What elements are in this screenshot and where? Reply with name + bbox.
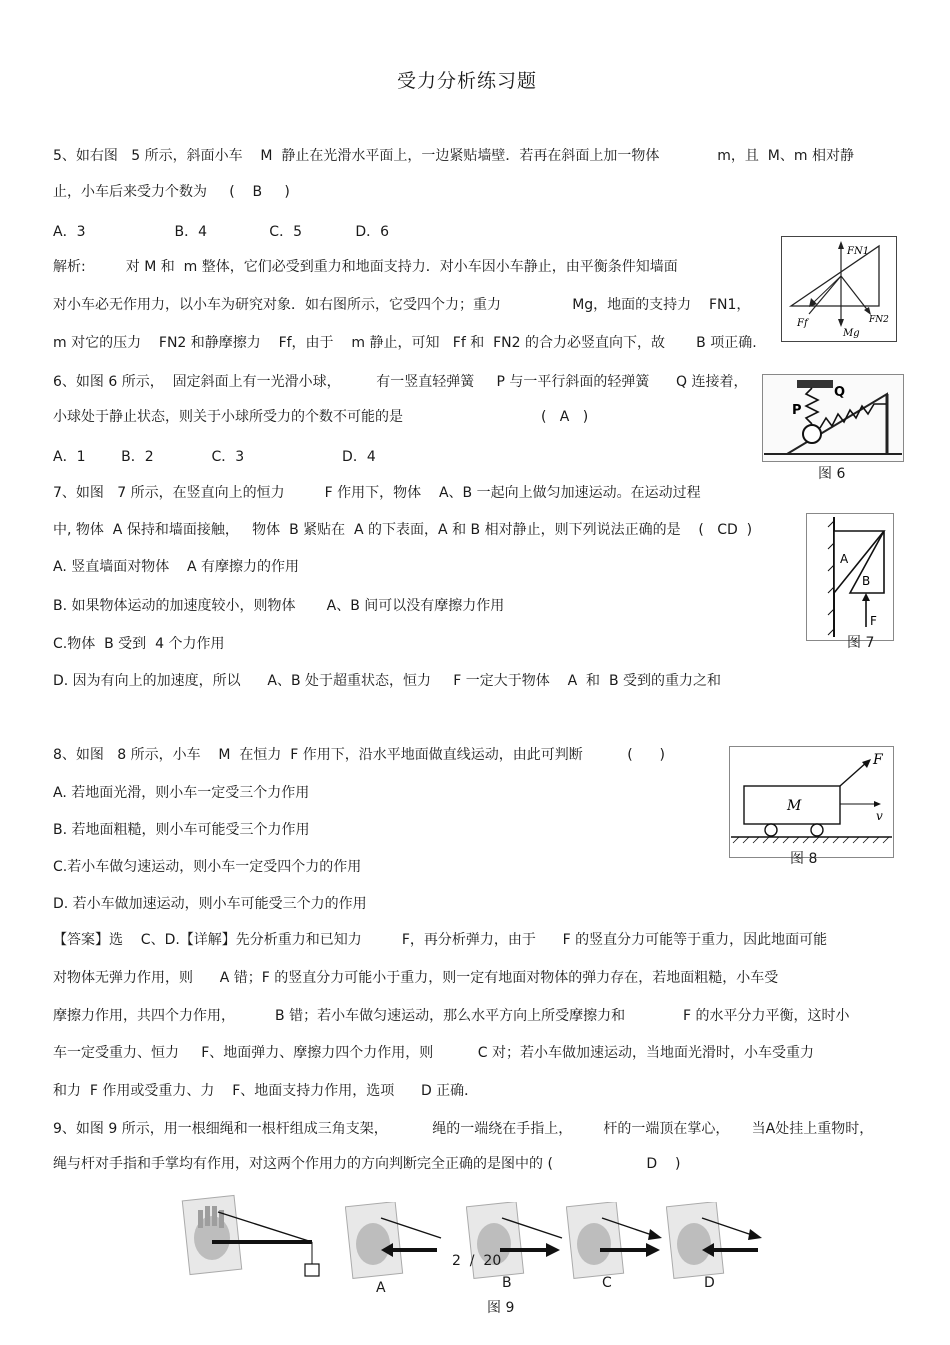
figure-9-option-b-diagram bbox=[466, 1202, 564, 1282]
q7-option-b: B. 如果物体运动的加速度较小，则物体 A、B 间可以没有摩擦力作用 bbox=[53, 598, 505, 614]
figure-8-cart bbox=[729, 746, 894, 858]
figure-9-label-b: B bbox=[502, 1275, 512, 1291]
fig5-label-fn2: FN2 bbox=[869, 315, 889, 325]
fig8-label-f: F bbox=[873, 752, 883, 768]
figure-8-caption: 图 8 bbox=[790, 851, 818, 867]
q5-analysis-2: 对小车必无作用力，以小车为研究对象．如右图所示，它受四个力；重力 Mg，地面的支持力 FN1， bbox=[53, 297, 751, 313]
figure-9-label-c: C bbox=[602, 1275, 612, 1291]
fig6-label-q: Q bbox=[834, 385, 846, 400]
q6-line1: 6、如图 6 所示， 固定斜面上有一光滑小球， 有一竖直轻弹簧 P 与一平行斜面的轻弹簧 Q 连接着， bbox=[53, 374, 748, 390]
fig6-label-p: P bbox=[792, 403, 802, 418]
figure-9-caption: 图 9 bbox=[487, 1300, 515, 1316]
q7-line2: 中, 物体 A 保持和墙面接触， 物体 B 紧贴在 A 的下表面，A 和 B 相对静止，则下列说法正确的是 ( CD ) bbox=[53, 522, 753, 538]
q8-answer-4: 车一定受重力、恒力 F、地面弹力、摩擦力四个力作用，则 C 对；若小车做加速运动，当地面光滑时，小车受重力 bbox=[53, 1045, 815, 1061]
page-number: 2 / 20 bbox=[452, 1253, 502, 1269]
q7-option-d: D. 因为有向上的加速度，所以 A、B 处于超重状态，恒力 F 一定大于物体 A 和 B 受到的重力之和 bbox=[53, 673, 721, 689]
q6-options: A．1 B．2 C．3 D．4 bbox=[53, 449, 376, 465]
figure-9-option-a-diagram bbox=[345, 1202, 443, 1282]
fig7-label-b: B bbox=[862, 574, 871, 588]
figure-9-option-d-diagram bbox=[666, 1202, 764, 1282]
q8-option-a: A. 若地面光滑，则小车一定受三个力作用 bbox=[53, 785, 310, 801]
q9-line1: 9、如图 9 所示，用一根细绳和一根杆组成三角支架， 绳的一端绕在手指上， 杆的一端顶在掌心， 当A处挂上重物时， bbox=[53, 1121, 874, 1137]
figure-9-option-c-diagram bbox=[566, 1202, 664, 1282]
fig7-label-a: A bbox=[840, 552, 849, 566]
fig5-label-ff: Ff bbox=[797, 318, 808, 329]
q8-answer-2: 对物体无弹力作用，则 A 错；F 的竖直分力可能小于重力，则一定有地面对物体的弹力存在，若地面粗糙，小车受 bbox=[53, 970, 779, 986]
q5-analysis-1: 解析: 对 M 和 m 整体，它们必受到重力和地面支持力．对小车因小车静止，由平衡条件知墙面 bbox=[53, 259, 678, 275]
fig7-label-f: F bbox=[870, 614, 877, 628]
q8-option-b: B. 若地面粗糙，则小车可能受三个力作用 bbox=[53, 822, 310, 838]
q9-line2: 绳与杆对手指和手掌均有作用，对这两个作用力的方向判断完全正确的是图中的 ( D ) bbox=[53, 1156, 681, 1172]
q8-answer-5: 和力 F 作用或受重力、力 F、地面支持力作用，选项 D 正确． bbox=[53, 1083, 479, 1099]
q8-option-d: D. 若小车做加速运动，则小车可能受三个力的作用 bbox=[53, 896, 367, 912]
page-title: 受力分析练习题 bbox=[397, 70, 538, 92]
q5-options: A．3 B．4 C．5 D．6 bbox=[53, 224, 390, 240]
q8-answer-3: 摩擦力作用，共四个力作用， B 错；若小车做匀速运动，那么水平方向上所受摩擦力和 F 的水平分力平衡，这时小 bbox=[53, 1008, 850, 1024]
figure-5-force-diagram bbox=[781, 236, 897, 342]
figure-9-label-d: D bbox=[704, 1275, 715, 1291]
figure-9-hand-setup bbox=[180, 1194, 325, 1280]
figure-6-caption: 图 6 bbox=[818, 466, 846, 482]
q5-analysis-3: m 对它的压力 FN2 和静摩擦力 Ff，由于 m 静止，可知 Ff 和 FN2 的合力必竖直向下，故 B 项正确. bbox=[53, 335, 757, 351]
figure-7-caption: 图 7 bbox=[847, 635, 875, 651]
q7-option-a: A. 竖直墙面对物体 A 有摩擦力的作用 bbox=[53, 559, 300, 575]
q7-option-c: C.物体 B 受到 4 个力作用 bbox=[53, 636, 225, 652]
fig8-label-v: v bbox=[876, 809, 883, 823]
figure-6-ball-springs bbox=[762, 374, 904, 462]
fig5-label-fn1: FN1 bbox=[847, 246, 870, 257]
q8-answer-1: 【答案】选 C、D.【详解】先分析重力和已知力 F，再分析弹力，由于 F 的竖直分力可能等于重力，因此地面可能 bbox=[53, 932, 828, 948]
figure-7-wall-blocks bbox=[806, 513, 894, 641]
q5-line2: 止，小车后来受力个数为 ( B ) bbox=[53, 184, 290, 200]
figure-9-label-a: A bbox=[376, 1280, 386, 1296]
q7-line1: 7、如图 7 所示，在竖直向上的恒力 F 作用下，物体 A、B 一起向上做匀加速运动。在运动过程 bbox=[53, 485, 701, 501]
q6-line2: 小球处于静止状态，则关于小球所受力的个数不可能的是 ( A ) bbox=[53, 409, 589, 425]
q8-line1: 8、如图 8 所示，小车 M 在恒力 F 作用下，沿水平地面做直线运动，由此可判断 ( ) bbox=[53, 747, 665, 763]
fig5-label-mg: Mg bbox=[843, 328, 860, 339]
fig8-label-m: M bbox=[787, 798, 802, 814]
q8-option-c: C.若小车做匀速运动，则小车一定受四个力的作用 bbox=[53, 859, 362, 875]
q5-line1: 5、如右图 5 所示，斜面小车 M 静止在光滑水平面上，一边紧贴墙壁．若再在斜面上加一物体 m，且 M、m 相对静 bbox=[53, 148, 854, 164]
